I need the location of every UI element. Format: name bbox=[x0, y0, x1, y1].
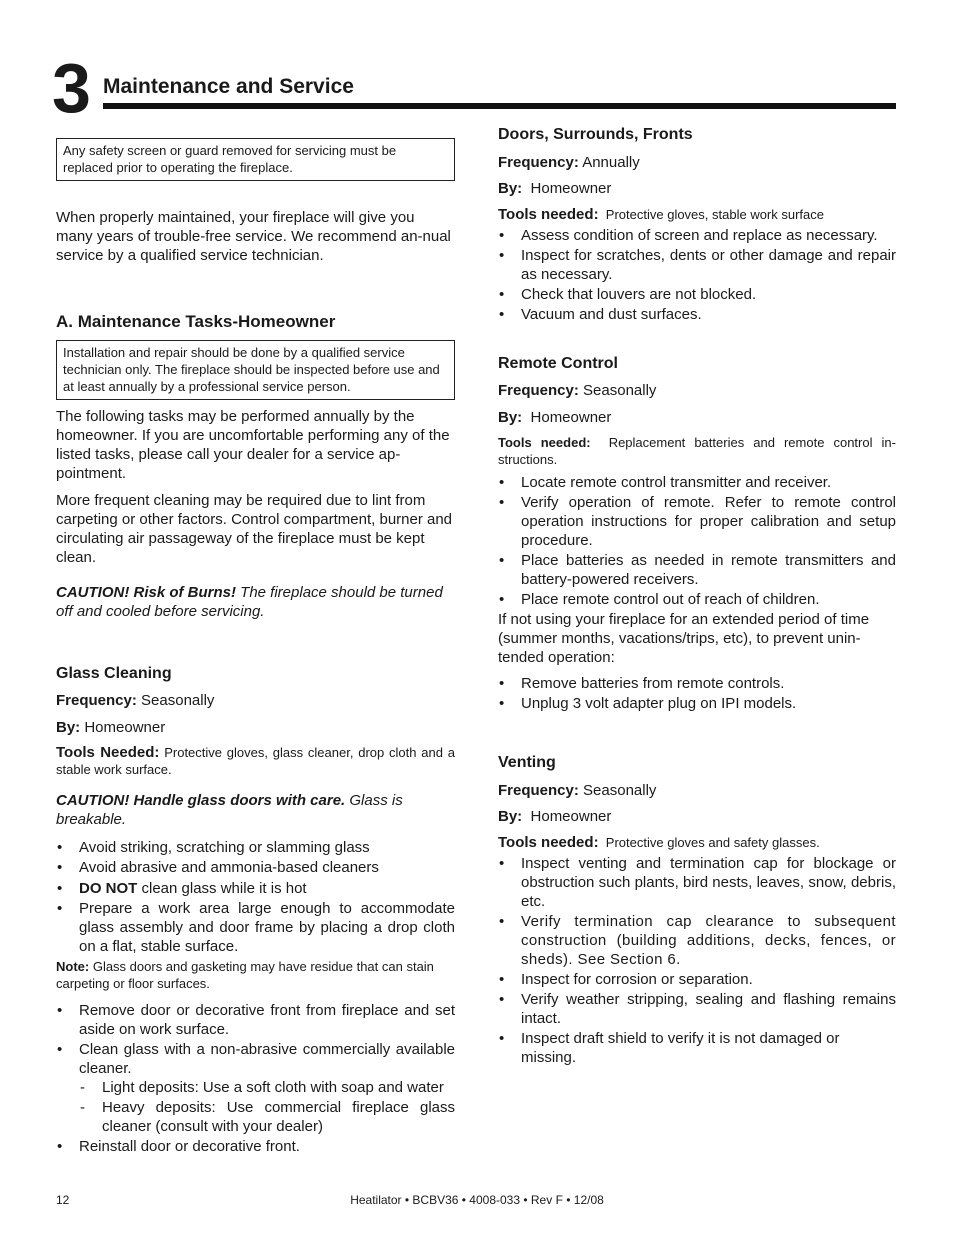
tools-value: Replacement batteries and remote control in-structions. bbox=[498, 435, 896, 467]
doors-by bbox=[498, 179, 896, 198]
sub-list-item: - Heavy deposits: Use commercial fireplace glass cleaner (consult with your dealer) bbox=[79, 1098, 455, 1136]
burn-caution bbox=[56, 583, 455, 621]
frequency-value: Annually bbox=[582, 154, 640, 171]
glass-tools bbox=[56, 744, 455, 778]
venting-bullet-list bbox=[498, 854, 896, 1067]
list-item: • Remove batteries from remote controls. bbox=[498, 674, 896, 693]
list-item: • Place batteries as needed in remote transmitters and battery-powered receivers. bbox=[498, 551, 896, 589]
frequency-label: Frequency: bbox=[498, 154, 579, 171]
remote-bullet-list-2 bbox=[498, 674, 896, 713]
safety-notice-text: Any safety screen or guard removed for servicing must be replaced prior to operating the fireplace. bbox=[63, 143, 397, 175]
venting-tools bbox=[498, 834, 896, 851]
remote-tools bbox=[498, 434, 896, 468]
do-not-text: clean glass while it is hot bbox=[137, 880, 307, 897]
chapter-rule bbox=[103, 103, 896, 109]
tasks-paragraph: The following tasks may be performed annually by the homeowner. If you are uncomfortable performing any of the listed tasks, please call your dealer for a service ap-pointment. bbox=[56, 408, 450, 482]
footer-page-number: 12 bbox=[56, 1193, 70, 1207]
remote-paragraph: If not using your fireplace for an extended period of time (summer months, vacations/trips, etc), to prevent unin-tended operation: bbox=[498, 611, 870, 666]
tools-value: Protective gloves, glass cleaner, drop cloth and a stable work surface. bbox=[56, 745, 455, 777]
glass-caution bbox=[56, 791, 455, 829]
frequency-label: Frequency: bbox=[498, 782, 579, 799]
installation-notice-box bbox=[56, 340, 455, 400]
glass-note bbox=[56, 958, 455, 992]
frequency-value: Seasonally bbox=[583, 382, 657, 399]
list-item-text: Clean glass with a non-abrasive commercially available cleaner. bbox=[79, 1041, 455, 1077]
list-item: • Place remote control out of reach of children. bbox=[498, 590, 896, 609]
list-item: • Inspect for scratches, dents or other damage and repair as necessary. bbox=[498, 246, 896, 284]
note-text: Glass doors and gasketing may have residue that can stain carpeting or floor surfaces. bbox=[56, 959, 434, 991]
list-item: • Verify termination cap clearance to subsequent construction (building additions, decks, fences, or sheds). See Section 6. bbox=[498, 912, 896, 969]
doors-heading: Doors, Surrounds, Fronts bbox=[498, 126, 693, 143]
right-column bbox=[498, 124, 896, 1067]
frequency-label: Frequency: bbox=[498, 382, 579, 399]
glass-caution-label: CAUTION! Handle glass doors with care. bbox=[56, 792, 346, 809]
list-item: • Verify operation of remote. Refer to remote control operation instructions for proper calibration and setup procedure. bbox=[498, 493, 896, 550]
burn-caution-label: CAUTION! Risk of Burns! bbox=[56, 584, 236, 601]
tools-label: Tools Needed: bbox=[56, 744, 160, 761]
list-item: • Remove door or decorative front from fireplace and set aside on work surface. bbox=[56, 1001, 455, 1039]
list-item: • Inspect venting and termination cap for blockage or obstruction such plants, bird nests, leaves, snow, debris, etc. bbox=[498, 854, 896, 911]
tools-label: Tools needed: bbox=[498, 435, 591, 450]
remote-by bbox=[498, 408, 896, 427]
list-item: • Reinstall door or decorative front. bbox=[56, 1137, 455, 1156]
by-value: Homeowner bbox=[530, 180, 612, 197]
remote-frequency bbox=[498, 381, 896, 400]
remote-heading: Remote Control bbox=[498, 355, 618, 372]
list-item: • Verify weather stripping, sealing and flashing remains intact. bbox=[498, 990, 896, 1028]
section-a-heading: A. Maintenance Tasks-Homeowner bbox=[56, 312, 336, 331]
chapter-number: 3 bbox=[52, 49, 89, 127]
by-label: By: bbox=[498, 409, 523, 426]
glass-frequency bbox=[56, 691, 455, 710]
glass-caution-text: Glass is breakable. bbox=[56, 792, 403, 828]
chapter-title: Maintenance and Service bbox=[103, 75, 354, 98]
sub-list-item: - Light deposits: Use a soft cloth with soap and water bbox=[79, 1078, 455, 1097]
venting-heading: Venting bbox=[498, 754, 556, 771]
by-label: By: bbox=[498, 180, 523, 197]
intro-paragraph: When properly maintained, your fireplace will give you many years of trouble-free service. We recommend an-nual service by a qualified service technician. bbox=[56, 209, 451, 264]
tools-value: Protective gloves and safety glasses. bbox=[605, 835, 820, 850]
tools-value: Protective gloves, stable work surface bbox=[605, 207, 825, 222]
doors-bullet-list bbox=[498, 226, 896, 324]
tools-label: Tools needed: bbox=[498, 206, 599, 223]
glass-bullet-list-2 bbox=[56, 1001, 455, 1156]
venting-by bbox=[498, 807, 896, 826]
note-label: Note: bbox=[56, 959, 90, 974]
glass-cleaning-heading: Glass Cleaning bbox=[56, 665, 172, 682]
by-value: Homeowner bbox=[530, 808, 612, 825]
list-item: • Assess condition of screen and replace as necessary. bbox=[498, 226, 896, 245]
by-value: Homeowner bbox=[530, 409, 612, 426]
by-label: By: bbox=[498, 808, 523, 825]
list-item: • Locate remote control transmitter and receiver. bbox=[498, 473, 896, 492]
list-item: • Check that louvers are not blocked. bbox=[498, 285, 896, 304]
doors-frequency bbox=[498, 153, 896, 172]
do-not-label: DO NOT bbox=[79, 880, 138, 897]
glass-sub-list bbox=[56, 1078, 455, 1136]
list-item bbox=[56, 879, 455, 898]
cleaning-paragraph: More frequent cleaning may be required due to lint from carpeting or other factors. Control compartment, burner and circulating air passageway of the fireplace must be kept clean. bbox=[56, 492, 453, 566]
doors-tools bbox=[498, 206, 896, 223]
tools-label: Tools needed: bbox=[498, 834, 599, 851]
frequency-value: Seasonally bbox=[583, 782, 657, 799]
list-item: • Inspect draft shield to verify it is not damaged or missing. bbox=[498, 1029, 896, 1067]
list-item: • Avoid abrasive and ammonia-based cleaners bbox=[56, 858, 455, 877]
venting-frequency bbox=[498, 781, 896, 800]
frequency-value: Seasonally bbox=[141, 692, 215, 709]
list-item: • Vacuum and dust surfaces. bbox=[498, 305, 896, 324]
burn-caution-text: The fireplace should be turned off and cooled before servicing. bbox=[56, 584, 443, 620]
installation-notice-text: Installation and repair should be done by a qualified service technician only. The fireplace should be inspected before use and at least annually by a professional service person. bbox=[63, 345, 440, 394]
list-item: • Avoid striking, scratching or slamming glass bbox=[56, 838, 455, 857]
list-item: • Prepare a work area large enough to accommodate glass assembly and door frame by placing a drop cloth on a flat, stable surface. bbox=[56, 899, 455, 956]
list-item bbox=[56, 1040, 455, 1136]
frequency-label: Frequency: bbox=[56, 692, 137, 709]
footer-doc-info: Heatilator • BCBV36 • 4008-033 • Rev F • 12/08 bbox=[350, 1193, 604, 1207]
left-column bbox=[56, 138, 455, 1156]
by-label: By: bbox=[56, 719, 81, 736]
safety-notice-box bbox=[56, 138, 455, 181]
by-value: Homeowner bbox=[84, 719, 166, 736]
list-item: • Inspect for corrosion or separation. bbox=[498, 970, 896, 989]
glass-by bbox=[56, 718, 455, 737]
list-item: • Unplug 3 volt adapter plug on IPI models. bbox=[498, 694, 896, 713]
glass-bullet-list bbox=[56, 838, 455, 956]
remote-bullet-list bbox=[498, 473, 896, 609]
